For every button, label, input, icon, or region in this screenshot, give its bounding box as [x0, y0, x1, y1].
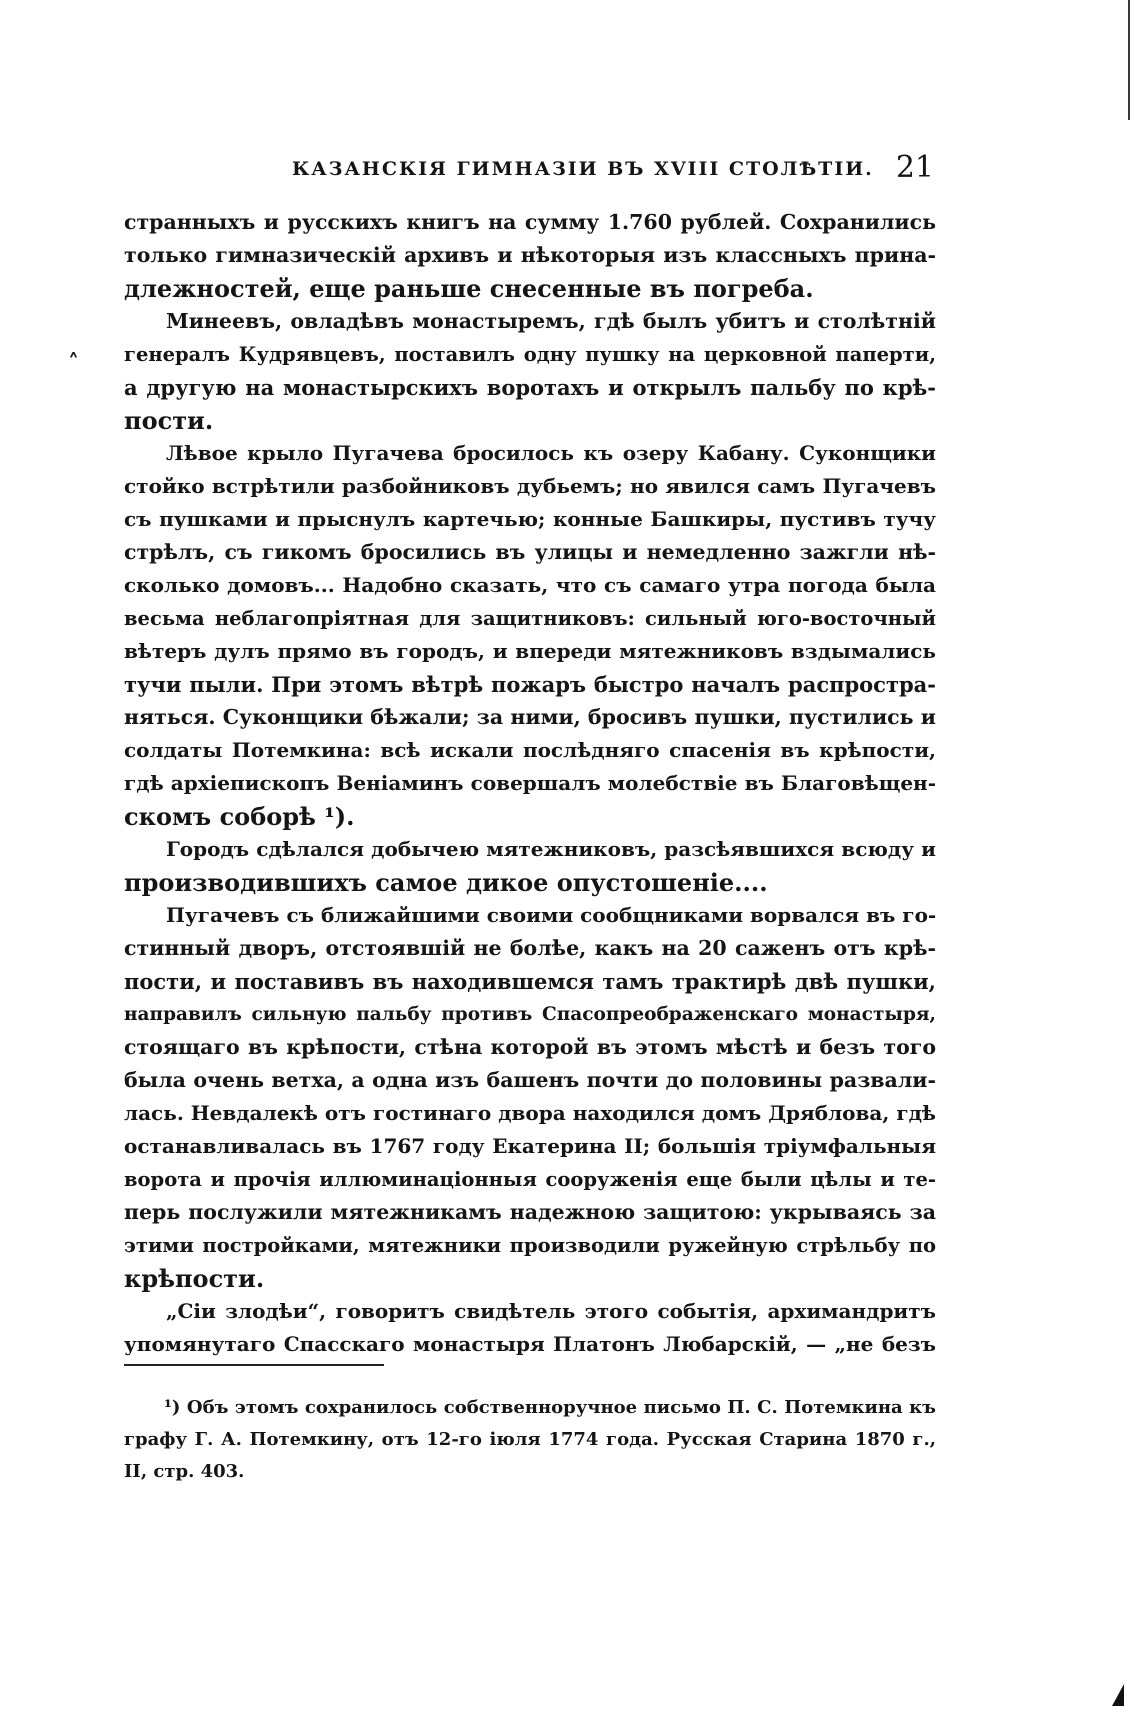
text-line: Минеевъ, овладѣвъ монастыремъ, гдѣ былъ убитъ и столѣтній: [166, 309, 936, 333]
text-line: перь послужили мятежникамъ надежною защитою: укрываясь за: [124, 1200, 936, 1224]
running-title: КАЗАНСКІЯ ГИМНАЗІИ ВЪ XVIII СТОЛѢТІИ.: [292, 158, 874, 180]
text-line: пости.: [124, 406, 214, 435]
footnotes: [124, 1392, 936, 1488]
text-line: Пугачевъ съ ближайшими своими сообщниками ворвался въ го-: [166, 903, 937, 927]
text-line: странныхъ и русскихъ книгъ на сумму 1.760 рублей. Сохранились: [124, 210, 936, 234]
text-line: стрѣлъ, съ гикомъ бросились въ улицы и немедленно зажгли нѣ-: [124, 540, 936, 564]
text-line: тучи пыли. При этомъ вѣтрѣ пожаръ быстро началъ распростра-: [124, 672, 936, 697]
text-line: гдѣ архіепископъ Веніаминъ совершалъ молебствіе въ Благовѣщен-: [124, 771, 936, 795]
text-line: стинный дворъ, отстоявшій не болѣе, какъ на 20 саженъ отъ крѣ-: [124, 936, 936, 960]
text-line: солдаты Потемкина: всѣ искали послѣдняго спасенія въ крѣпости,: [124, 738, 936, 762]
page-number: 21: [895, 150, 934, 185]
text-line: Лѣвое крыло Пугачева бросилось къ озеру Кабану. Суконщики: [166, 441, 936, 465]
text-line: весьма неблагопріятная для защитниковъ: сильный юго-восточный: [124, 607, 936, 630]
text-line: скомъ соборѣ ¹).: [124, 802, 355, 831]
text-line: останавливалась въ 1767 году Екатерина II; большія тріумфальныя: [124, 1134, 936, 1158]
text-line: только гимназическій архивъ и нѣкоторыя изъ классныхъ прина-: [124, 243, 936, 267]
text-line: пости, и поставивъ въ находившемся тамъ трактирѣ двѣ пушки,: [124, 969, 936, 994]
footnote-line: графу Г. А. Потемкину, отъ 12-го іюля 1774 года. Русская Старина 1870 г.,: [124, 1429, 936, 1450]
text-line: лась. Невдалекѣ отъ гостинаго двора находился домъ Дряблова, гдѣ: [124, 1101, 936, 1125]
body-text: [124, 206, 936, 1361]
text-line: направилъ сильную пальбу противъ Спасопреображенскаго монастыря,: [124, 1004, 936, 1025]
text-line: съ пушками и прыснулъ картечью; конные Башкиры, пустивъ тучу: [124, 507, 936, 531]
text-line: няться. Суконщики бѣжали; за ними, бросивъ пушки, пустились и: [124, 705, 936, 729]
text-line: „Сіи злодѣи“, говоритъ свидѣтель этого событія, архимандритъ: [166, 1299, 936, 1323]
corner-mark: [1112, 1684, 1124, 1706]
text-line: этими постройками, мятежники производили ружейную стрѣльбу по: [124, 1234, 936, 1257]
footnote-divider: [124, 1364, 384, 1366]
text-line: сколько домовъ... Надобно сказать, что съ самаго утра погода была: [124, 573, 936, 597]
page-header: [292, 148, 934, 192]
footnote-line: II, стр. 403.: [124, 1461, 245, 1482]
text-line: ворота и прочія иллюминаціонныя сооруженія еще были цѣлы и те-: [124, 1168, 936, 1191]
margin-mark: ˄: [68, 350, 79, 376]
text-line: Городъ сдѣлался добычею мятежниковъ, разсѣявшихся всюду и: [166, 837, 936, 861]
text-line: а другую на монастырскихъ воротахъ и открылъ пальбу по крѣ-: [124, 375, 936, 400]
text-line: была очень ветха, а одна изъ башенъ почти до половины развали-: [124, 1068, 936, 1092]
text-line: производившихъ самое дикое опустошеніе....: [124, 868, 768, 897]
text-line: упомянутаго Спасскаго монастыря Платонъ Любарскій, — „не безъ: [124, 1332, 936, 1356]
text-line: стойко встрѣтили разбойниковъ дубьемъ; но явился самъ Пугачевъ: [124, 474, 936, 498]
text-line: вѣтеръ дулъ прямо въ городъ, и впереди мятежниковъ вздымались: [124, 639, 936, 663]
text-line: генералъ Кудрявцевъ, поставилъ одну пушку на церковной паперти,: [124, 343, 936, 366]
page-edge-line: [1128, 0, 1130, 120]
footnote-line: ¹) Объ этомъ сохранилось собственноручное письмо П. С. Потемкина къ: [164, 1397, 936, 1418]
text-line: стоящаго въ крѣпости, стѣна которой въ этомъ мѣстѣ и безъ того: [124, 1035, 936, 1059]
text-line: крѣпости.: [124, 1264, 265, 1293]
text-line: длежностей, еще раньше снесенные въ погреба.: [124, 274, 814, 303]
